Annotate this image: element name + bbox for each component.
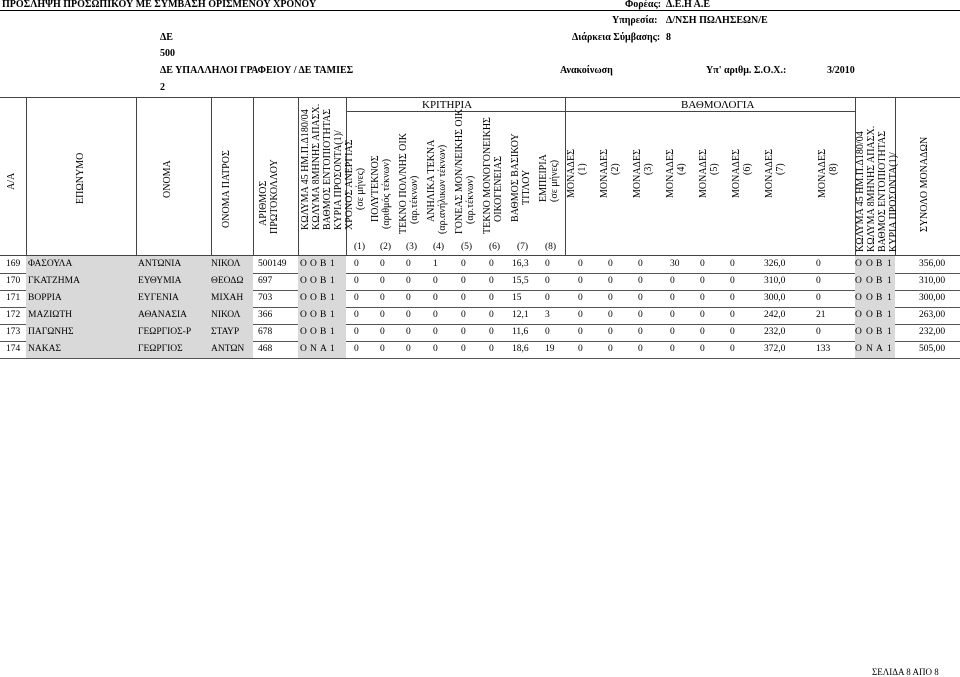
cell-c7: 11,6: [512, 327, 529, 337]
cell-kyria-prosonta: 1: [330, 327, 335, 337]
cell-c3: 0: [406, 327, 411, 337]
cell-protokollo: 678: [258, 327, 273, 337]
cell-c6: 0: [489, 276, 494, 286]
cell-c4: 0: [433, 327, 438, 337]
cell-synolo: 310,00: [919, 276, 946, 286]
cell-m8: 0: [816, 259, 821, 269]
specialty-name: ΔΕ ΥΠΑΛΛΗΛΟΙ ΓΡΑΦΕΙΟΥ / ΔΕ ΤΑΜΙΕΣ: [160, 65, 354, 76]
cell-kolyma-8m: Ο: [310, 293, 317, 303]
numbering-4: (4): [433, 242, 445, 252]
cell-c8: 0: [545, 259, 550, 269]
cell-patros: ΑΝΤΩΝ: [211, 344, 245, 354]
cell-m3: 0: [638, 344, 643, 354]
cell-k2-8m: Ο: [866, 276, 873, 286]
cell-k2-kyria: 1: [887, 259, 892, 269]
header-monades-4: ΜΟΝΑΔΕΣ: [665, 149, 676, 198]
cell-m4: 0: [670, 344, 675, 354]
cell-c5: 0: [461, 310, 466, 320]
kritiria-group-label: ΚΡΙΤΗΡΙΑ: [422, 99, 473, 111]
cell-synolo: 300,00: [919, 293, 946, 303]
col-divider: [253, 97, 254, 256]
header-onoma: ΟΝΟΜΑ: [162, 160, 173, 198]
cell-entopiotita: Β: [320, 327, 327, 337]
col-divider: [298, 97, 299, 256]
header-onoma-patros: ΟΝΟΜΑ ΠΑΤΡΟΣ: [221, 150, 232, 228]
cell-synolo: 356,00: [919, 259, 946, 269]
header-vathmos-titlou: ΒΑΘΜΟΣ ΒΑΣΙΚΟΥ: [510, 133, 521, 222]
cell-c1: 0: [354, 310, 359, 320]
cell-m8: 0: [816, 276, 821, 286]
header-aa: Α/Α: [6, 172, 17, 190]
header-polyteknos: ΠΟΛΥΤΕΚΝΟΣ: [370, 155, 381, 222]
cell-c7: 12,1: [512, 310, 529, 320]
de-label: ΔΕ: [160, 32, 173, 43]
cell-m7: 310,0: [764, 276, 786, 286]
foreas-label: Φορέας:: [625, 0, 662, 10]
cell-c1: 0: [354, 344, 359, 354]
anakoinosi-label: Ανακοίνωση: [560, 65, 613, 76]
cell-k2-8m: Ο: [866, 293, 873, 303]
cell-c3: 0: [406, 259, 411, 269]
cell-patros: ΝΙΚΟΛ: [211, 259, 241, 269]
header-kolyma2-8minis: ΚΩΛΥΜΑ 8ΜΗΝΗΣ ΑΠΑΣΧ.: [866, 125, 877, 252]
header-monades-7-num: (7): [775, 163, 786, 175]
cell-c1: 0: [354, 276, 359, 286]
cell-kolyma-8m: Ο: [310, 259, 317, 269]
cell-k2-kyria: 1: [887, 276, 892, 286]
cell-c5: 0: [461, 276, 466, 286]
cell-c2: 0: [380, 327, 385, 337]
cell-m5: 0: [700, 310, 705, 320]
document-title: ΠΡΟΣΛΗΨΗ ΠΡΟΣΩΠΙΚΟΥ ΜΕ ΣΥΜΒΑΣΗ ΟΡΙΣΜΕΝΟΥ ΧΡΟΝΟΥ: [2, 0, 317, 10]
cell-m2: 0: [608, 276, 613, 286]
cell-kolyma-45: Ο: [300, 259, 307, 269]
cell-m5: 0: [700, 276, 705, 286]
cell-m2: 0: [608, 327, 613, 337]
cell-eponymo: ΒΟΡΡΙΑ: [28, 293, 62, 303]
header-tekno-mononeikis-sub: ΟΙΚΟΓΕΝΕΙΑΣ: [493, 156, 504, 222]
cell-c5: 0: [461, 259, 466, 269]
cell-k2-ent: Β: [876, 259, 883, 269]
header-monades-5: ΜΟΝΑΔΕΣ: [698, 149, 709, 198]
header-vathmos-entopiotitas: ΒΑΘΜΟΣ ΕΝΤΟΠΙΟΤΗΤΑΣ: [322, 108, 333, 230]
numbering-3: (3): [406, 242, 418, 252]
cell-k2-45: Ο: [855, 310, 862, 320]
cell-patros: ΜΙΧΑΗ: [211, 293, 244, 303]
cell-k2-ent: Α: [876, 344, 883, 354]
cell-c2: 0: [380, 259, 385, 269]
cell-k2-45: Ο: [855, 327, 862, 337]
col-divider: [136, 97, 137, 256]
table-row: [0, 290, 960, 307]
cell-m7: 326,0: [764, 259, 786, 269]
table-row: [0, 256, 960, 273]
header-kyria-prosonta: ΚΥΡΙΑ ΠΡΟΣΟΝΤΑ(1)/: [333, 130, 344, 230]
header-vathmos-titlou-sub: ΤΙΤΛΟΥ: [521, 169, 532, 205]
specialty-code: 500: [160, 48, 175, 59]
cell-k2-ent: Β: [876, 276, 883, 286]
numbering-2: (2): [380, 242, 392, 252]
numbering-6: (6): [489, 242, 501, 252]
cell-onoma: ΑΘΑΝΑΣΙΑ: [138, 310, 188, 320]
cell-kolyma-8m: Ο: [310, 276, 317, 286]
cell-kyria-prosonta: 1: [330, 259, 335, 269]
header-monades-3-num: (3): [643, 163, 654, 175]
header-tekno-mononeikis: ΤΕΚΝΟ ΜΟΝΟΓΟΝΕΙΚΗΣ: [482, 117, 493, 234]
cell-c2: 0: [380, 293, 385, 303]
col-divider: [26, 97, 27, 256]
header-kolyma-45: ΚΩΛΥΜΑ 45 ΗΜ.Π.Δ180/04: [300, 109, 311, 230]
cell-c8: 0: [545, 327, 550, 337]
cell-m4: 0: [670, 293, 675, 303]
cell-m3: 0: [638, 276, 643, 286]
cell-m6: 0: [730, 310, 735, 320]
cell-m6: 0: [730, 293, 735, 303]
positions-count: 2: [160, 82, 165, 93]
cell-m8: 0: [816, 293, 821, 303]
table-row: [0, 307, 960, 324]
header-kolyma2-45: ΚΩΛΥΜΑ 45 ΗΜ.Π.Δ180/04: [855, 131, 866, 252]
cell-c6: 0: [489, 344, 494, 354]
cell-c3: 0: [406, 344, 411, 354]
cell-m2: 0: [608, 310, 613, 320]
header-synolo-monadon: ΣΥΝΟΛΟ ΜΟΝΑΔΩΝ: [919, 136, 930, 232]
cell-kolyma-8m: Ο: [310, 327, 317, 337]
cell-kolyma-45: Ο: [300, 293, 307, 303]
cell-m1: 0: [578, 327, 583, 337]
header-monades-2-num: (2): [610, 163, 621, 175]
cell-c6: 0: [489, 310, 494, 320]
cell-m1: 0: [578, 344, 583, 354]
cell-k2-ent: Β: [876, 293, 883, 303]
cell-c1: 0: [354, 327, 359, 337]
foreas-value: Δ.Ε.Η Α.Ε: [666, 0, 711, 10]
cell-kolyma-45: Ο: [300, 344, 307, 354]
cell-kyria-prosonta: 1: [330, 344, 335, 354]
table-row: [0, 273, 960, 290]
cell-aa: 169: [6, 259, 21, 269]
cell-c1: 0: [354, 293, 359, 303]
cell-c4: 1: [433, 259, 438, 269]
vathmologia-group-label: ΒΑΘΜΟΛΟΓΙΑ: [681, 99, 755, 111]
cell-m2: 0: [608, 259, 613, 269]
cell-entopiotita: Β: [320, 293, 327, 303]
header-goneas-mononeikis: ΓΟΝΕΑΣ ΜΟΝ/ΝΕΙΚΗΣ ΟΙΚ: [454, 108, 465, 234]
cell-m6: 0: [730, 327, 735, 337]
cell-m7: 372,0: [764, 344, 786, 354]
cell-protokollo: 703: [258, 293, 273, 303]
header-kolyma2-kyria: ΚΥΡΙΑ ΠΡΟΣΟΝΤΑ(1)/: [888, 152, 899, 252]
cell-c5: 0: [461, 344, 466, 354]
header-tekno-polyteknis: ΤΕΚΝΟ ΠΟΛ/ΝΗΣ ΟΙΚ: [398, 133, 409, 234]
cell-protokollo: 468: [258, 344, 273, 354]
cell-m2: 0: [608, 344, 613, 354]
cell-k2-45: Ο: [855, 344, 862, 354]
header-kolyma2-entopiotitas: ΒΑΘΜΟΣ ΕΝΤΟΠΙΟΤΗΤΑΣ: [877, 130, 888, 252]
cell-m4: 0: [670, 327, 675, 337]
cell-k2-ent: Β: [876, 327, 883, 337]
header-empeiria-sub: (σε μήνες): [549, 159, 560, 202]
numbering-1: (1): [354, 242, 366, 252]
header-monades-8: ΜΟΝΑΔΕΣ: [817, 149, 828, 198]
cell-kolyma-45: Ο: [300, 276, 307, 286]
header-monades-8-num: (8): [828, 163, 839, 175]
col-divider: [211, 97, 212, 256]
cell-onoma: ΕΥΓΕΝΙΑ: [138, 293, 179, 303]
diarkeia-label: Διάρκεια Σύμβασης:: [572, 32, 661, 43]
cell-k2-8m: Ο: [866, 259, 873, 269]
cell-m6: 0: [730, 259, 735, 269]
cell-m1: 0: [578, 310, 583, 320]
cell-entopiotita: Α: [320, 344, 327, 354]
row-divider: [0, 358, 960, 359]
cell-c8: 0: [545, 293, 550, 303]
cell-m7: 300,0: [764, 293, 786, 303]
cell-c2: 0: [380, 310, 385, 320]
cell-protokollo: 366: [258, 310, 273, 320]
cell-k2-kyria: 1: [887, 327, 892, 337]
header-monades-5-num: (5): [709, 163, 720, 175]
cell-kolyma-45: Ο: [300, 327, 307, 337]
cell-aa: 170: [6, 276, 21, 286]
cell-kyria-prosonta: 1: [330, 310, 335, 320]
cell-synolo: 505,00: [919, 344, 946, 354]
cell-m1: 0: [578, 276, 583, 286]
cell-eponymo: ΠΑΓΩΝΗΣ: [28, 327, 74, 337]
cell-m3: 0: [638, 327, 643, 337]
cell-m1: 0: [578, 293, 583, 303]
cell-m5: 0: [700, 293, 705, 303]
cell-patros: ΣΤΑΥΡ: [211, 327, 240, 337]
ypiresia-label: Υπηρεσία:: [612, 15, 658, 26]
cell-m4: 30: [670, 259, 680, 269]
cell-k2-45: Ο: [855, 259, 862, 269]
cell-kyria-prosonta: 1: [330, 276, 335, 286]
cell-m5: 0: [700, 327, 705, 337]
cell-c3: 0: [406, 276, 411, 286]
cell-patros: ΝΙΚΟΛ: [211, 310, 241, 320]
cell-onoma: ΓΕΩΡΓΙΟΣ-Ρ: [138, 327, 192, 337]
cell-m7: 242,0: [764, 310, 786, 320]
cell-c7: 18,6: [512, 344, 529, 354]
header-monades-2: ΜΟΝΑΔΕΣ: [599, 149, 610, 198]
cell-k2-kyria: 1: [887, 310, 892, 320]
cell-m3: 0: [638, 259, 643, 269]
table-row: [0, 324, 960, 341]
cell-m5: 0: [700, 344, 705, 354]
cell-onoma: ΓΕΩΡΓΙΟΣ: [138, 344, 183, 354]
numbering-8: (8): [545, 242, 557, 252]
cell-c5: 0: [461, 293, 466, 303]
header-monades-6: ΜΟΝΑΔΕΣ: [731, 149, 742, 198]
header-polyteknos-sub: (αριθμός τέκνων): [381, 158, 392, 229]
cell-c3: 0: [406, 293, 411, 303]
cell-m8: 21: [816, 310, 826, 320]
header-goneas-mononeikis-sub: (αρ.τέκνων): [465, 175, 476, 224]
vathmologia-underline: [565, 111, 855, 112]
header-empeiria: ΕΜΠΕΙΡΙΑ: [538, 154, 549, 202]
table-row: [0, 341, 960, 358]
cell-synolo: 263,00: [919, 310, 946, 320]
soh-value: 3/2010: [827, 65, 855, 76]
cell-aa: 173: [6, 327, 21, 337]
header-xronos-anergias: ΧΡΟΝΟΣ ΑΝΕΡΓΙΑΣ: [344, 139, 355, 230]
cell-c4: 0: [433, 293, 438, 303]
header-tekno-polyteknis-sub: (αρ.τέκνων): [409, 175, 420, 224]
header-top-border: [0, 97, 960, 98]
cell-c7: 15,5: [512, 276, 529, 286]
cell-c8: 3: [545, 310, 550, 320]
cell-c2: 0: [380, 276, 385, 286]
page-number: ΣΕΛΙΔΑ 8 ΑΠΟ 8: [872, 667, 939, 677]
cell-entopiotita: Β: [320, 310, 327, 320]
cell-c4: 0: [433, 344, 438, 354]
cell-aa: 174: [6, 344, 21, 354]
header-anilika-tekna-sub: (αρ.ανήλικων τέκνων): [437, 144, 448, 234]
cell-c4: 0: [433, 310, 438, 320]
cell-m6: 0: [730, 344, 735, 354]
cell-m8: 0: [816, 327, 821, 337]
cell-c6: 0: [489, 293, 494, 303]
cell-protokollo: 697: [258, 276, 273, 286]
cell-c6: 0: [489, 327, 494, 337]
cell-k2-ent: Β: [876, 310, 883, 320]
cell-entopiotita: Β: [320, 276, 327, 286]
cell-entopiotita: Β: [320, 259, 327, 269]
cell-eponymo: ΦΑΣΟΥΛΑ: [28, 259, 73, 269]
header-se-mines: (σε μήνες): [355, 167, 366, 210]
cell-c4: 0: [433, 276, 438, 286]
cell-kyria-prosonta: 1: [330, 293, 335, 303]
cell-m6: 0: [730, 276, 735, 286]
cell-c7: 16,3: [512, 259, 529, 269]
cell-m4: 0: [670, 310, 675, 320]
cell-k2-kyria: 1: [887, 344, 892, 354]
cell-m8: 133: [816, 344, 831, 354]
header-monades-1: ΜΟΝΑΔΕΣ: [566, 149, 577, 198]
cell-c2: 0: [380, 344, 385, 354]
header-monades-3: ΜΟΝΑΔΕΣ: [632, 149, 643, 198]
soh-label: Υπ' αριθμ. Σ.Ο.Χ.:: [706, 65, 787, 76]
header-kolyma-8minis: ΚΩΛΥΜΑ 8ΜΗΝΗΣ ΑΠΑΣΧ.: [311, 103, 322, 230]
cell-m2: 0: [608, 293, 613, 303]
cell-aa: 172: [6, 310, 21, 320]
cell-c5: 0: [461, 327, 466, 337]
header-monades-1-num: (1): [577, 163, 588, 175]
cell-eponymo: ΝΑΚΑΣ: [28, 344, 61, 354]
cell-onoma: ΑΝΤΩΝΙΑ: [138, 259, 182, 269]
numbering-7: (7): [517, 242, 529, 252]
numbering-5: (5): [461, 242, 473, 252]
header-protokollou: ΠΡΩΤΟΚΟΛΛΟΥ: [269, 159, 280, 234]
cell-c6: 0: [489, 259, 494, 269]
cell-c7: 15: [512, 293, 522, 303]
header-eponymo: ΕΠΩΝΥΜΟ: [75, 152, 86, 204]
header-anilika-tekna: ΑΝΗΛΙΚΑ ΤΕΚΝΑ: [426, 139, 437, 222]
cell-m5: 0: [700, 259, 705, 269]
cell-m4: 0: [670, 276, 675, 286]
cell-c8: 0: [545, 276, 550, 286]
cell-kolyma-8m: Ο: [310, 310, 317, 320]
cell-m3: 0: [638, 310, 643, 320]
cell-kolyma-45: Ο: [300, 310, 307, 320]
cell-synolo: 232,00: [919, 327, 946, 337]
diarkeia-value: 8: [666, 32, 671, 43]
cell-c8: 19: [545, 344, 555, 354]
cell-patros: ΘΕΟΔΩ: [211, 276, 244, 286]
cell-onoma: ΕΥΘΥΜΙΑ: [138, 276, 182, 286]
cell-eponymo: ΜΑΖΙΩΤΗ: [28, 310, 72, 320]
cell-k2-8m: Ν: [866, 344, 873, 354]
cell-m1: 0: [578, 259, 583, 269]
cell-eponymo: ΓΚΑΤΖΗΜΑ: [28, 276, 80, 286]
cell-k2-45: Ο: [855, 293, 862, 303]
cell-k2-8m: Ο: [866, 327, 873, 337]
ypiresia-value: Δ/ΝΣΗ ΠΩΛΗΣΕΩΝ/Ε: [666, 15, 768, 26]
cell-k2-45: Ο: [855, 276, 862, 286]
cell-c3: 0: [406, 310, 411, 320]
cell-k2-8m: Ο: [866, 310, 873, 320]
cell-m3: 0: [638, 293, 643, 303]
title-underline: [0, 10, 960, 11]
cell-k2-kyria: 1: [887, 293, 892, 303]
cell-c1: 0: [354, 259, 359, 269]
cell-aa: 171: [6, 293, 21, 303]
cell-kolyma-8m: Ν: [310, 344, 317, 354]
header-monades-4-num: (4): [676, 163, 687, 175]
cell-protokollo: 500149: [258, 259, 287, 269]
cell-m7: 232,0: [764, 327, 786, 337]
header-arithmos: ΑΡΙΘΜΟΣ: [258, 180, 269, 226]
header-monades-6-num: (6): [742, 163, 753, 175]
header-monades-7: ΜΟΝΑΔΕΣ: [764, 149, 775, 198]
